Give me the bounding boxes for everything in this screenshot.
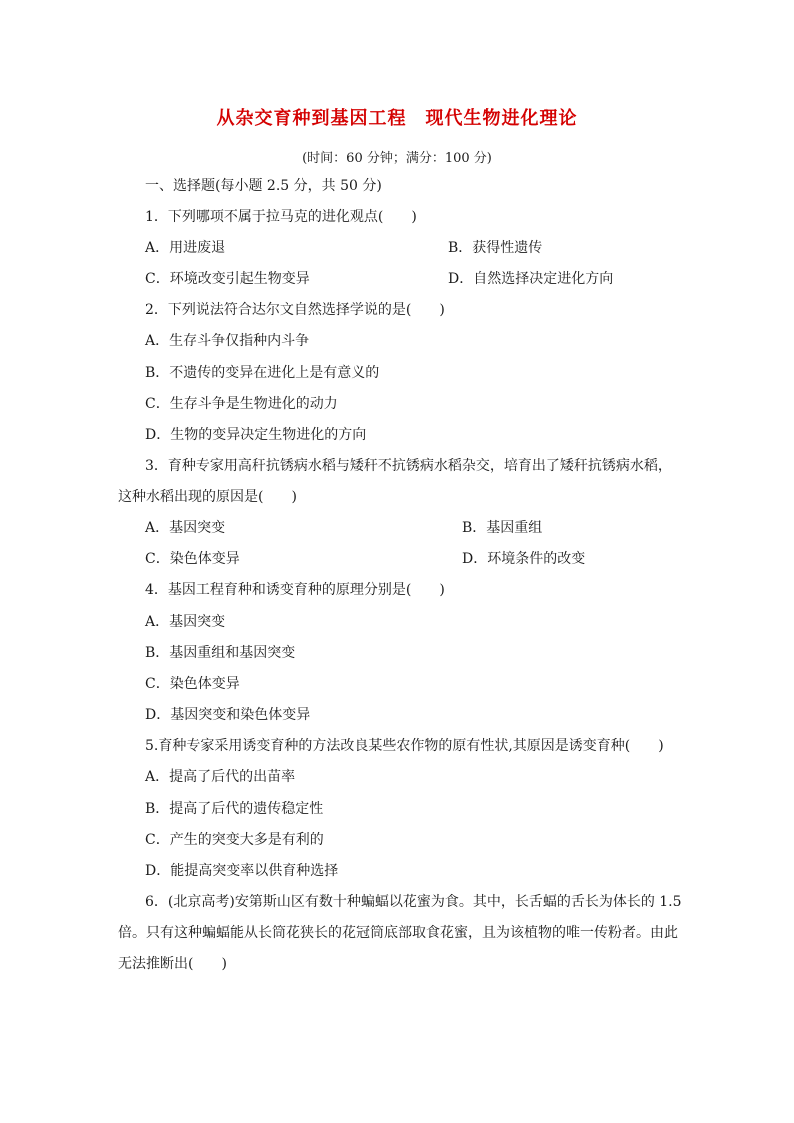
question-2-stem: 2．下列说法符合达尔文自然选择学说的是( ) xyxy=(145,302,445,318)
question-5-stem: 5.育种专家采用诱变育种的方法改良某些农作物的原有性状,其原因是诱变育种( ) xyxy=(145,738,664,754)
question-3-stem-line-1: 3．育种专家用高秆抗锈病水稻与矮秆不抗锈病水稻杂交，培育出了矮秆抗锈病水稻， xyxy=(145,458,672,474)
question-4-option-c: C．染色体变异 xyxy=(145,676,240,692)
page-subtitle: (时间：60 分钟；满分：100 分) xyxy=(302,151,492,166)
question-5-option-d: D．能提高突变率以供育种选择 xyxy=(145,863,339,879)
question-1-stem: 1．下列哪项不属于拉马克的进化观点( ) xyxy=(145,209,417,225)
question-3-option-b: B．基因重组 xyxy=(462,520,543,536)
page-title: 从杂交育种到基因工程 现代生物进化理论 xyxy=(216,108,578,129)
question-6-stem-line-2: 倍。只有这种蝙蝠能从长筒花狭长的花冠筒底部取食花蜜，且为该植物的唯一传粉者。由此 xyxy=(118,925,678,941)
question-5-option-c: C．产生的突变大多是有利的 xyxy=(145,832,324,848)
question-6-stem-line-1: 6．(北京高考)安第斯山区有数十种蝙蝠以花蜜为食。其中，长舌蝠的舌长为体长的 1.5 xyxy=(145,894,682,910)
question-1-option-d: D．自然选择决定进化方向 xyxy=(448,271,614,287)
question-2-option-b: B．不遗传的变异在进化上是有意义的 xyxy=(145,365,380,381)
question-4-option-b: B．基因重组和基因突变 xyxy=(145,645,296,661)
question-5-option-a: A．提高了后代的出苗率 xyxy=(145,769,296,785)
question-1-option-c: C．环境改变引起生物变异 xyxy=(145,271,310,287)
question-2-option-c: C．生存斗争是生物进化的动力 xyxy=(145,396,338,412)
question-2-option-d: D．生物的变异决定生物进化的方向 xyxy=(145,427,367,443)
question-5-option-b: B．提高了后代的遗传稳定性 xyxy=(145,801,324,817)
section-heading: 一、选择题(每小题 2.5 分，共 50 分) xyxy=(145,178,382,194)
question-3-option-d: D．环境条件的改变 xyxy=(462,551,586,567)
question-4-stem: 4．基因工程育种和诱变育种的原理分别是( ) xyxy=(145,582,445,598)
question-4-option-a: A．基因突变 xyxy=(145,614,226,630)
question-6-stem-line-3: 无法推断出( ) xyxy=(118,956,227,972)
question-4-option-d: D．基因突变和染色体变异 xyxy=(145,707,311,723)
question-3-stem-line-2: 这种水稻出现的原因是( ) xyxy=(118,489,297,505)
question-1-option-a: A．用进废退 xyxy=(145,240,226,256)
question-3-option-c: C．染色体变异 xyxy=(145,551,240,567)
question-1-option-b: B．获得性遗传 xyxy=(448,240,543,256)
question-3-option-a: A．基因突变 xyxy=(145,520,226,536)
question-2-option-a: A．生存斗争仅指种内斗争 xyxy=(145,333,310,349)
